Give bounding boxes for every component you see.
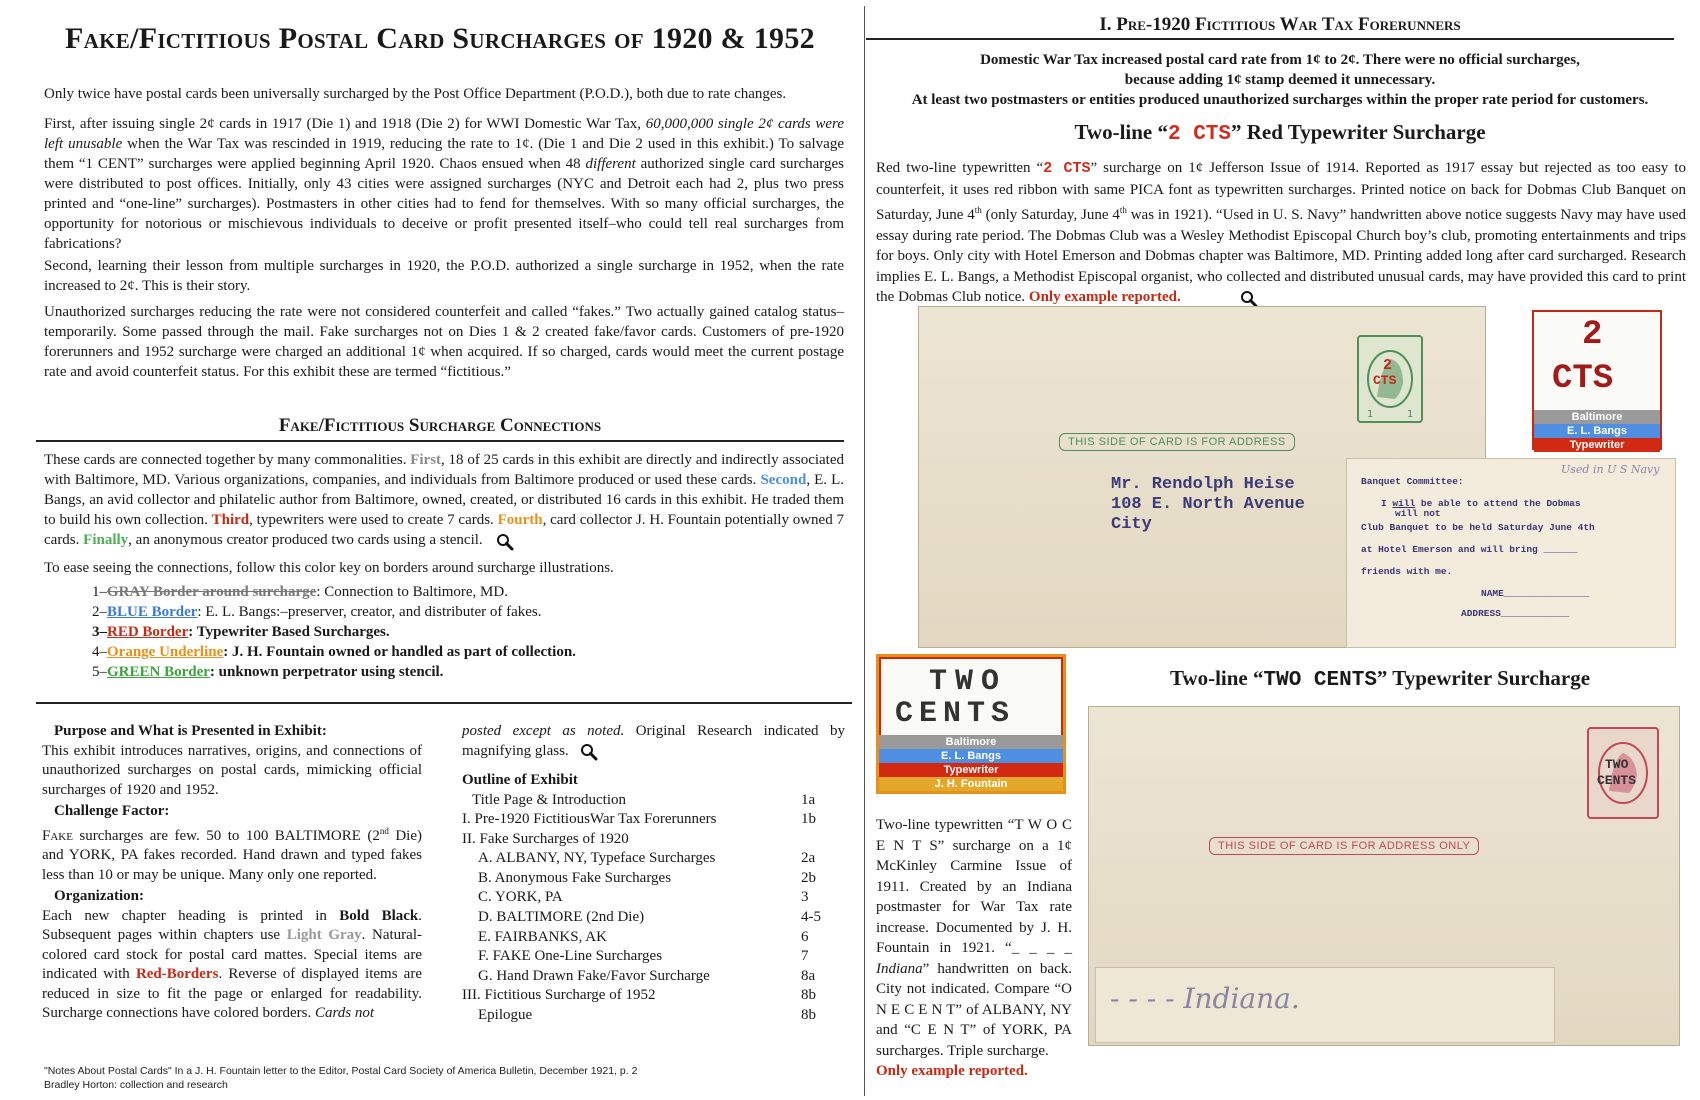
card-address-block: [1111, 475, 1305, 535]
p1-text-c: (only Saturday, June 4: [981, 207, 1120, 223]
outline-label: E. FAIRBANKS, AK: [478, 928, 607, 945]
notice-l2b: be able to attend the Dobmas: [1415, 498, 1581, 509]
address-line-2: 108 E. North Avenue: [1111, 495, 1305, 514]
org-bold: Bold Black: [339, 907, 419, 924]
outline-preface: [462, 722, 845, 761]
key-num: 3–: [92, 624, 107, 640]
tag-bangs: E. L. Bangs: [1534, 424, 1660, 438]
key-text: : unknown perpetrator using stencil.: [209, 664, 444, 680]
key-label: RED Border: [107, 624, 189, 640]
key-item-gray: [92, 582, 508, 602]
p2-italic: 60,000,000 single 2¢ cards were left unusable: [44, 116, 844, 152]
outline-item: [462, 928, 845, 948]
card-address-label: THIS SIDE OF CARD IS FOR ADDRESS: [1059, 433, 1295, 451]
h2-text-b: ” Typewriter Surcharge: [1376, 666, 1591, 690]
outline-label: B. Anonymous Fake Surcharges: [478, 869, 672, 886]
intro-paragraph-4: Unauthorized surcharges reducing the rate were not considered counterfeit and called “fakes.” Two actually gained catalog status–temporarily. Some passed through the mail. Fake surcharges not on Dies 1 & 2 created fake/favor cards. Customers of pre-1920 forerunners and 1952 surcharge were charged an additional 1¢ when acquired. If so charged, cards would meet the current postage rate and avoid counterfeit status. For this exhibit these are termed “fictitious.”: [44, 304, 844, 380]
notice-address-field: ADDRESS____________: [1461, 608, 1570, 619]
outline-label: II. Fake Surcharges of 1920: [462, 830, 629, 847]
zoom-line-1: 2: [1582, 316, 1603, 354]
chapter-rule: [866, 38, 1674, 40]
notice-line-5: friends with me.: [1361, 566, 1453, 577]
key-item-blue: [92, 602, 542, 622]
conn-first: First: [410, 452, 442, 468]
outline-label: Title Page & Introduction: [472, 791, 627, 808]
surcharge-zoom-two-cents: [876, 654, 1066, 794]
connections-paragraph: [44, 450, 844, 550]
org-text-c: . Natural-colored card stock for postal card mattes. Special items are indicated with: [42, 927, 422, 982]
zoom-line-1: TWO: [929, 665, 1008, 699]
outline-item: [462, 986, 845, 1006]
p1-text-a: Red two-line typewritten “: [876, 160, 1044, 176]
stamp-jefferson-green: [1357, 335, 1423, 423]
notice-will: will: [1392, 498, 1416, 509]
p1-text-b: ” surcharge on 1¢ Jefferson Issue of 1914. Reported as 1917 essay but rejected as too easy to counterfeit, it uses red ribbon with same PICA font as typewritten surcharges. Printed notice on back for Dobmas Club Banquet on Saturday, June 4: [876, 160, 1686, 223]
connections-title: Fake/Fictitious Surcharge Connections: [278, 415, 602, 436]
outline-item: [462, 791, 845, 811]
magnifying-glass-icon: [496, 533, 512, 549]
outline-label: A. ALBANY, NY, Typeface Surcharges: [478, 850, 716, 867]
organization-text: [42, 907, 422, 1024]
outline-label: G. Hand Drawn Fake/Favor Surcharge: [478, 967, 710, 984]
tag-typewriter: Typewriter: [1534, 438, 1660, 452]
address-line-3: City: [1111, 515, 1152, 534]
handwritten-navy-note: Used in U S Navy: [1561, 463, 1660, 476]
p2r-italic: Indiana: [876, 960, 923, 977]
notice-name-field: NAME_______________: [1481, 588, 1590, 599]
key-intro: To ease seeing the connections, follow this color key on borders around surcharge illustrations.: [44, 560, 614, 576]
p1-text-d: was in 1921). “Used in U. S. Navy” handwritten above notice suggests Navy may have used essay during rate period. The Dobmas Club was a Wesley Methodist Episcopal Church boy’s club, promoting entertainments and trips for boys. Only city with Hotel Emerson and Dobmas chapter was Baltimore, MD. Printing added long after card surcharged. Research implies E. L. Bangs, a Methodist Episcopal organist, who collected and distributed unusual cards, may have provided this card to print the Dobmas Club notice.: [876, 207, 1686, 305]
stamp-surcharge-line-2: CENTS: [1597, 773, 1637, 788]
outline-num: 2b: [801, 869, 816, 886]
tag-baltimore: Baltimore: [879, 735, 1063, 749]
p2-text-b: when the War Tax was rescinded in 1919, reducing the rate to 1¢. (Die 1 and Die 2 used in this exhibit.) To salvage them “1 CENT” surcharges were applied beginning April 1920. Chaos ensued when 48: [44, 136, 844, 172]
h1-typewriter: 2 CTS: [1168, 123, 1232, 146]
org-red: Red-Borders: [135, 966, 219, 982]
surcharge-zoom-2cts: [1532, 310, 1662, 450]
conn-text-c: , E. L. Bangs, an avid collector and philatelic author from Baltimore, owned, created, or distributed 16 cards in this exhibit. He traded them to build his own collection.: [44, 472, 845, 528]
notice-line-4: at Hotel Emerson and will bring ______: [1361, 544, 1578, 555]
p1-sup-2: th: [1119, 205, 1127, 215]
outline-num: 8a: [801, 967, 816, 984]
key-item-green: [92, 662, 443, 682]
outline-num: 3: [801, 889, 809, 906]
tag-baltimore: Baltimore: [1534, 410, 1660, 424]
conn-text-e: , card collector J. H. Fountain potentially owned 7 cards.: [44, 512, 844, 548]
h2-text-a: Two-line “: [1169, 666, 1264, 690]
chapter-intro-line-2: because adding 1¢ stamp deemed it unnecessary.: [1124, 72, 1436, 88]
magnifying-glass-icon: [580, 743, 596, 759]
outline-num: [801, 830, 845, 850]
outline-item: [462, 869, 845, 889]
conn-third: Third: [211, 512, 250, 528]
outline-label: F. FAKE One-Line Surcharges: [478, 948, 663, 965]
notice-line-1: Banquet Committee:: [1361, 476, 1464, 487]
postal-card-two-cents-front: [1088, 706, 1680, 1046]
page-title: Fake/Fictitious Postal Card Surcharges of 1920 & 1952: [65, 22, 815, 55]
stamp-surcharge-line-1: 2: [1383, 357, 1393, 374]
banquet-notice: [1361, 475, 1595, 621]
outline-preface-text: Original Research indicated by magnifying glass.: [462, 723, 846, 759]
notice-will-not: will not: [1395, 508, 1441, 519]
p1-typewriter: 2 CTS: [1043, 160, 1091, 177]
key-text: : Connection to Baltimore, MD.: [316, 584, 508, 600]
purpose-heading: Purpose and What is Presented in Exhibit:: [54, 723, 327, 739]
footnote-credit: Bradley Horton: collection and research: [44, 1079, 228, 1091]
outline-num: 8b: [801, 987, 816, 1004]
chapter-intro-line-1: Domestic War Tax increased postal card rate from 1¢ to 2¢. There were no official surcharges,: [980, 52, 1580, 68]
outline-item: [462, 849, 845, 869]
zoom-surcharge-area: [1534, 312, 1660, 410]
chapter-title: I. Pre-1920 Fictitious War Tax Forerunners: [1099, 14, 1461, 35]
outline-heading: Outline of Exhibit: [462, 772, 578, 788]
address-line-1: Mr. Rendolph Heise: [1111, 475, 1295, 494]
outline-label: C. YORK, PA: [478, 889, 563, 906]
notice-line-3: Club Banquet to be held Saturday June 4th: [1361, 522, 1595, 533]
org-italic: Cards not: [314, 1005, 375, 1021]
connections-rule: [36, 440, 844, 442]
p2-text-a: First, after issuing single 2¢ cards in 1917 (Die 1) and 1918 (Die 2) for WWI Domestic War Tax,: [44, 116, 646, 132]
key-num: 4–: [92, 644, 107, 660]
org-text-b: . Subsequent pages within chapters use: [42, 907, 423, 943]
outline-num: 6: [801, 928, 809, 945]
challenge-sup: nd: [379, 825, 389, 836]
organization-heading: Organization:: [54, 888, 144, 904]
description-two-cents: [876, 815, 1072, 1082]
p2r-only-example: Only example reported.: [876, 1063, 1028, 1079]
key-text: : E. L. Bangs:–preserver, creator, and distributer of fakes.: [197, 604, 542, 620]
intro-paragraph-2: [44, 114, 844, 254]
outline-label: I. Pre-1920 FictitiousWar Tax Forerunners: [462, 811, 717, 828]
postal-card-2cts-back: [1346, 458, 1676, 648]
h1-text-a: Two-line “: [1074, 120, 1168, 144]
section-heading-2cts: [880, 120, 1680, 146]
intro-paragraph-3: Second, learning their lesson from multiple surcharges in 1920, the P.O.D. authorized a single surcharge in 1952, when the rate increased to 2¢. This is their story.: [44, 258, 844, 294]
zoom-line-2: CTS: [1552, 360, 1614, 398]
key-label: GREEN Border: [107, 664, 210, 680]
outline-num: 2a: [801, 850, 816, 867]
card-address-label: THIS SIDE OF CARD IS FOR ADDRESS ONLY: [1209, 837, 1479, 855]
conn-text-d: , typewriters were used to create 7 cards.: [249, 512, 498, 528]
h2-typewriter: TWO CENTS: [1263, 669, 1377, 692]
purpose-text: This exhibit introduces narratives, origins, and connections of unauthorized surcharges on postal cards, mimicking official surcharges of 1920 and 1952.: [42, 742, 422, 798]
section-heading-two-cents: [1100, 666, 1660, 692]
challenge-text-c: Die) and YORK, PA fakes recorded. Hand drawn and typed fakes less than 10 or may be unique. Many only one reported.: [42, 827, 422, 883]
zoom-line-2: CENTS: [895, 697, 1016, 731]
outline-item: [462, 810, 845, 830]
chapter-intro-line-3: At least two postmasters or entities produced unauthorized surcharges within the proper rate period for customers.: [911, 92, 1649, 108]
key-num: 5–: [92, 664, 107, 680]
outline-num: 1b: [801, 811, 816, 828]
outline-label: D. BALTIMORE (2nd Die): [478, 909, 645, 926]
p1-sup: th: [974, 205, 982, 215]
stamp-surcharge-line-2: CTS: [1373, 373, 1397, 388]
p2r-text-a: Two-line typewritten “T W O C E N T S” surcharge on a 1¢ McKinley Carmine Issue of 1911. Created by an Indiana postmaster for War Tax rate increase. Documented by J. H. Fountain in 1921. “_ _ _ _: [876, 817, 1072, 956]
org-gray: Light Gray: [286, 927, 362, 943]
org-text-a: Each new chapter heading is printed in: [42, 907, 340, 924]
svg-text:1: 1: [1367, 409, 1374, 420]
conn-text-f: , an anonymous creator produced two cards using a stencil.: [128, 532, 483, 548]
outline-item: [462, 908, 845, 928]
stamp-mckinley-carmine: [1587, 727, 1659, 819]
tag-bangs: E. L. Bangs: [879, 749, 1063, 763]
conn-second: Second: [760, 472, 807, 488]
outline-num: 7: [801, 948, 809, 965]
outline-column: [462, 722, 845, 1026]
purpose-column: [42, 722, 422, 1024]
challenge-fake: Fake: [42, 827, 73, 844]
section-rule: [36, 702, 852, 704]
key-item-red: [92, 622, 390, 642]
conn-text-a: These cards are connected together by many commonalities.: [44, 452, 411, 468]
outline-italic: posted except as noted.: [462, 723, 625, 739]
description-2cts: [876, 158, 1686, 308]
outline-num: 8b: [801, 1007, 816, 1024]
card-back-inset: [1095, 967, 1555, 1043]
outline-item: [462, 830, 845, 850]
outline-num: 4-5: [801, 909, 821, 926]
p1-only-example: Only example reported.: [1028, 289, 1181, 305]
outline-item: [462, 967, 845, 987]
intro-paragraph-1: Only twice have postal cards been universally surcharged by the Post Office Department (P.O.D.), both due to rate changes.: [44, 86, 787, 102]
tag-fountain: J. H. Fountain: [879, 777, 1063, 791]
tag-typewriter: Typewriter: [879, 763, 1063, 777]
outline-item: [462, 1006, 845, 1026]
footnote-reference: "Notes About Postal Cards" In a J. H. Fountain letter to the Editor, Postal Card Society of America Bulletin, December 1921, p. 2: [44, 1065, 638, 1077]
notice-l2a: I: [1381, 498, 1393, 509]
key-label: BLUE Border: [107, 604, 198, 620]
p2r-text-b: ” handwritten on back. City not indicated. Compare “O N E C E N T” of ALBANY, NY and “C E N T” of YORK, PA surcharges. Triple surcharge.: [876, 960, 1072, 1059]
handwritten-indiana: - - - - Indiana.: [1110, 982, 1300, 1015]
h1-text-b: ” Red Typewriter Surcharge: [1231, 120, 1486, 144]
outline-label: Epilogue: [478, 1007, 533, 1024]
p2-italic-2: different: [585, 156, 636, 172]
key-text: : J. H. Fountain owned or handled as part of collection.: [223, 644, 576, 660]
key-num: 1–: [92, 584, 107, 600]
chapter-intro: [880, 50, 1680, 110]
conn-fourth: Fourth: [497, 512, 543, 528]
zoom-surcharge-area: [879, 657, 1063, 735]
outline-item: [462, 947, 845, 967]
outline-num: 1a: [801, 791, 816, 808]
key-label: Orange Underline: [107, 644, 224, 660]
challenge-text-b: surcharges are few. 50 to 100 BALTIMORE (2: [72, 827, 380, 844]
magnifying-glass-icon: [1240, 290, 1256, 306]
challenge-text: [42, 822, 422, 886]
key-text: : Typewriter Based Surcharges.: [188, 624, 390, 640]
stamp-surcharge-line-1: TWO: [1605, 757, 1629, 772]
outline-label: III. Fictitious Surcharge of 1952: [462, 987, 656, 1004]
p2-text-c: authorized single card surcharges were distributed to post offices. Initially, only 43 cities were assigned surcharges (NYC and Detroit each had 2, plus two press printed and “one-line” surcharges). Postmasters in other cities had to fend for themselves. With so many official surcharges, the opportunity for notorious or mischievous individuals to deceive or profit presented itself–who could tell real surcharges from fabrications?: [44, 156, 844, 252]
challenge-heading: Challenge Factor:: [54, 803, 170, 819]
conn-finally: Finally: [83, 532, 129, 548]
key-item-orange: [92, 642, 576, 662]
key-label: GRAY Border around surcharge: [107, 584, 317, 600]
conn-text-b: , 18 of 25 cards in this exhibit are directly and indirectly associated with Baltimore, MD. Various organizations, companies, and individuals from Baltimore produced or used these cards.: [44, 452, 845, 488]
page-divider: [864, 6, 865, 1096]
key-num: 2–: [92, 604, 107, 620]
outline-item: [462, 888, 845, 908]
org-text-d: . Reverse of displayed items are reduced in size to fit the page or enlarged for readability. Surcharge connections have colored borders.: [42, 966, 422, 1021]
outline-list: [462, 791, 845, 1026]
svg-text:1: 1: [1407, 409, 1414, 420]
